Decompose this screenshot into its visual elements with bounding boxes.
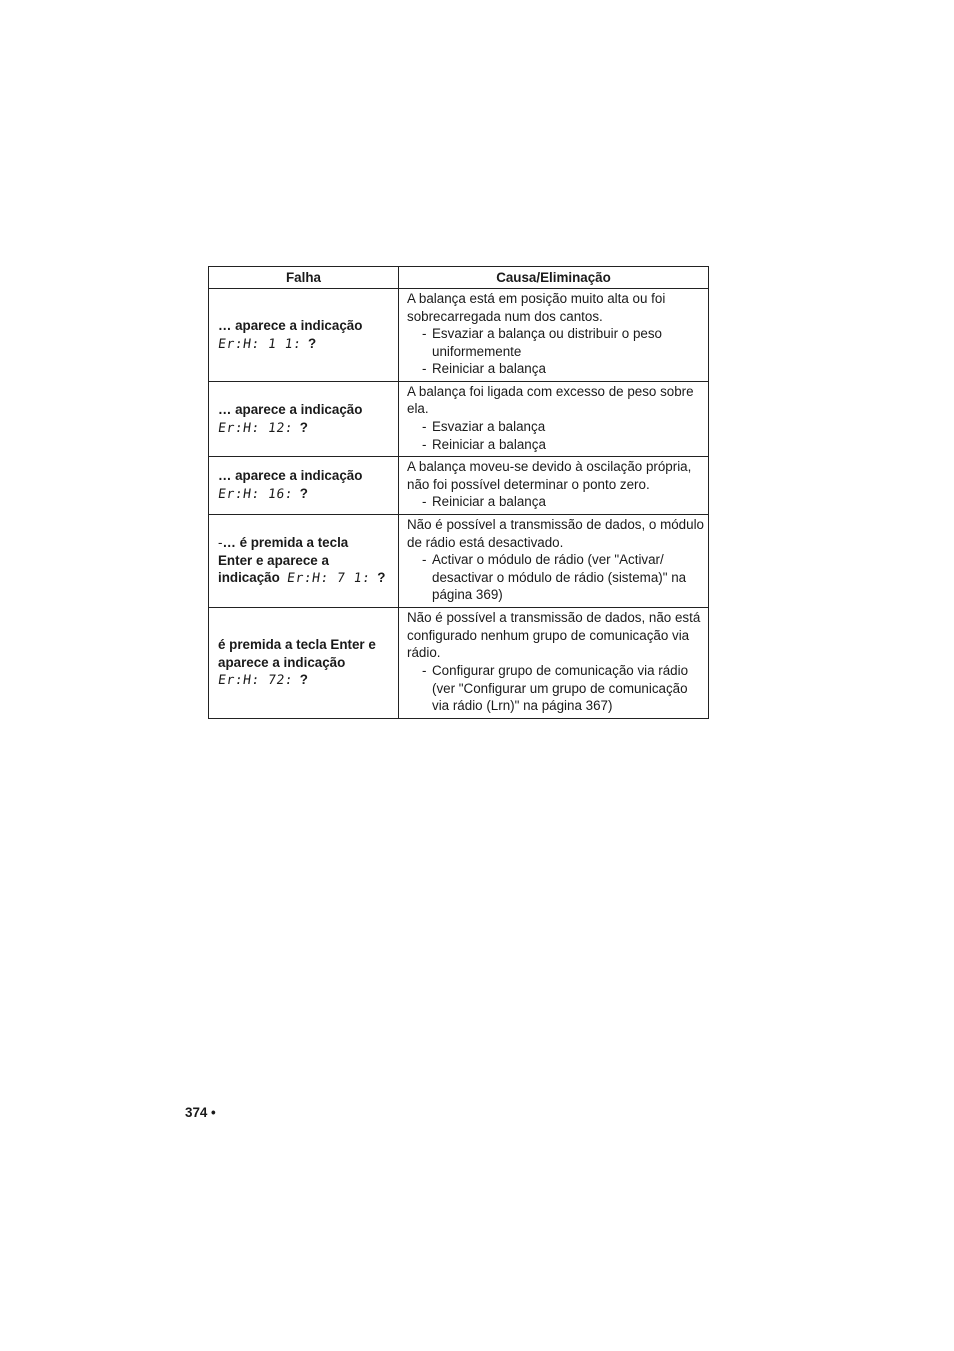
fault-cell <box>209 608 399 719</box>
fault-text: aparece a indicação <box>218 654 346 670</box>
table-row <box>209 457 709 515</box>
remedy-step: - Activar o módulo de rádio (ver "Activar/ desactivar o módulo de rádio (sistema)" na página 369) <box>422 551 706 604</box>
display-code: Er:H: 72: <box>216 673 295 689</box>
remedy-step: - Configurar grupo de comunicação via rádio (ver "Configurar um grupo de comunicação via rádio (Lrn)" na página 367) <box>422 662 706 715</box>
header-row <box>209 267 709 289</box>
remedy-list <box>407 418 706 453</box>
cause-cell <box>399 515 709 608</box>
fault-cell <box>209 382 399 457</box>
page-number: 374 • <box>185 1105 216 1120</box>
cause-text: A balança está em posição muito alta ou foi sobrecarregada num dos cantos. <box>407 291 666 324</box>
cause-text: A balança moveu-se devido à oscilação própria, não foi possível determinar o ponto zero. <box>407 459 692 492</box>
fault-text: … aparece a indicação <box>218 468 363 484</box>
question-mark: ? <box>299 486 308 501</box>
cause-text: Não é possível a transmissão de dados, o módulo de rádio está desactivado. <box>407 517 704 550</box>
fault-text: … aparece a indicação <box>218 317 363 333</box>
fault-text: … aparece a indicação <box>218 401 363 417</box>
question-mark: ? <box>299 419 308 435</box>
question-mark: ? <box>308 335 317 351</box>
table-row <box>209 289 709 382</box>
display-code: Er:H: 16: <box>216 487 295 502</box>
remedy-step: - Esvaziar a balança ou distribuir o peso uniformemente <box>422 325 706 360</box>
cause-text: A balança foi ligada com excesso de peso sobre ela. <box>407 383 694 417</box>
remedy-list <box>407 551 706 604</box>
remedy-list <box>407 493 706 511</box>
remedy-step: - Reiniciar a balança <box>422 436 706 454</box>
fault-text: indicação <box>218 570 280 586</box>
remedy-step: - Reiniciar a balança <box>422 360 706 378</box>
fault-prefix: - <box>218 535 223 551</box>
remedy-list <box>407 325 706 378</box>
cause-cell <box>399 382 709 457</box>
cause-cell <box>399 289 709 382</box>
question-mark: ? <box>377 570 386 586</box>
fault-text: é premida a tecla Enter e <box>218 637 376 653</box>
header-falha: Falha <box>209 267 399 289</box>
cause-cell <box>399 457 709 515</box>
fault-table <box>208 266 709 719</box>
fault-cell <box>209 515 399 608</box>
fault-cell <box>209 289 399 382</box>
remedy-step: - Esvaziar a balança <box>422 418 706 436</box>
fault-text: Enter e aparece a <box>218 552 329 568</box>
header-causa: Causa/Eliminação <box>399 267 709 289</box>
cause-text: Não é possível a transmissão de dados, não está configurado nenhum grupo de comunicação via rádio. <box>407 610 701 661</box>
display-code: Er:H: 12: <box>216 420 295 436</box>
fault-cell <box>209 457 399 515</box>
remedy-list <box>407 662 706 715</box>
display-code: Er:H: 7 1: <box>286 571 372 587</box>
remedy-step: - Reiniciar a balança <box>422 493 706 511</box>
question-mark: ? <box>299 672 308 688</box>
table-row <box>209 608 709 719</box>
fault-text: … é premida a tecla <box>222 535 349 551</box>
cause-cell <box>399 608 709 719</box>
display-code: Er:H: 1 1: <box>216 336 303 352</box>
table-row <box>209 515 709 608</box>
table-row <box>209 382 709 457</box>
